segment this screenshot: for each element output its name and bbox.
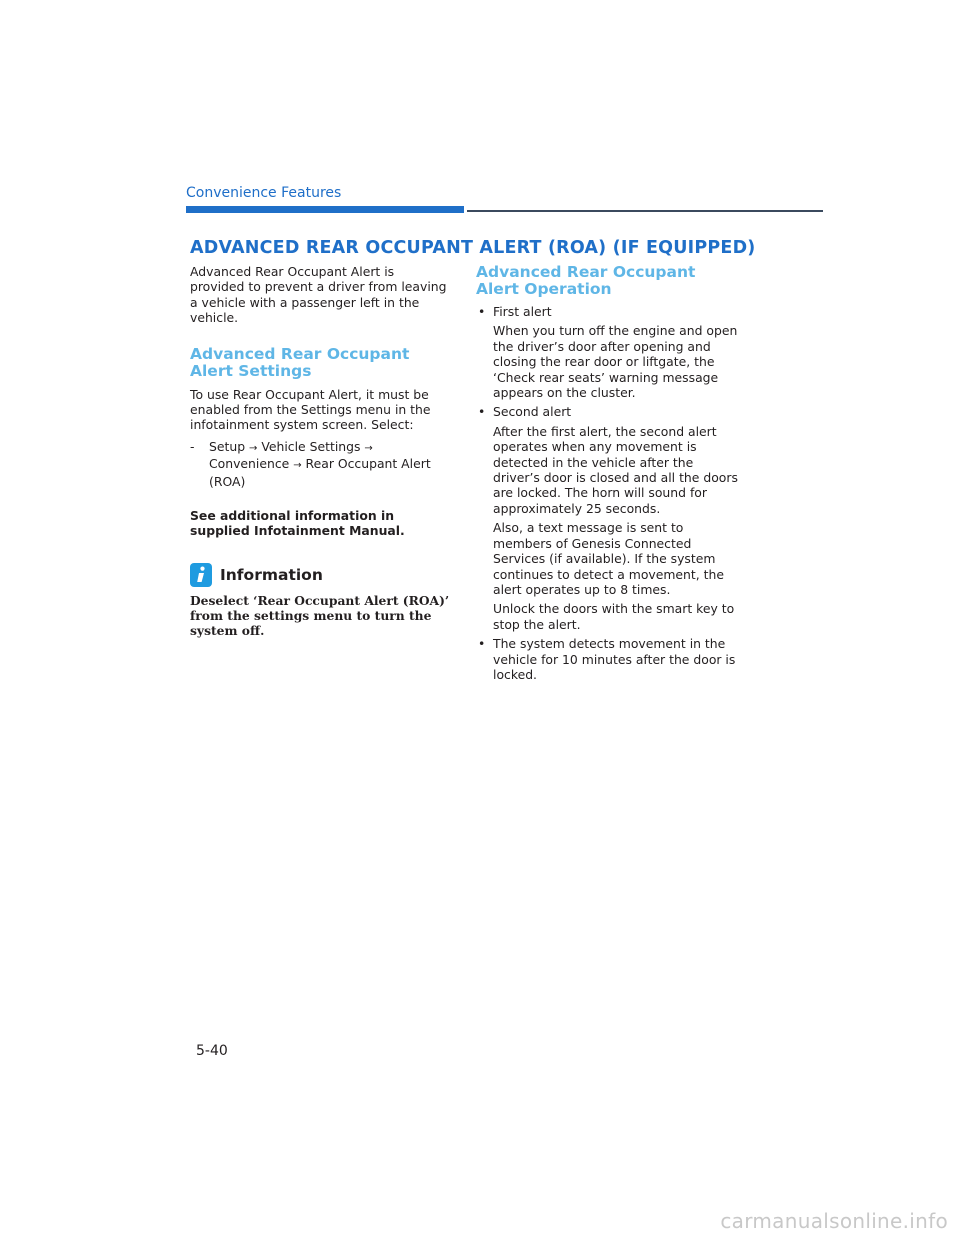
bullet-icon: • <box>478 304 486 319</box>
second-alert-text-2: Also, a text message is sent to members of Genesis Connected Services (if available). If the system continues to detect a movement, the alert operates up to 8 times. <box>493 520 724 597</box>
bullet-icon: • <box>478 404 486 420</box>
information-box <box>190 563 452 639</box>
header-rule-thin <box>467 210 823 212</box>
information-heading <box>190 563 452 587</box>
running-head: Convenience Features <box>186 185 342 201</box>
settings-heading: Advanced Rear Occupant Alert Settings <box>190 344 410 380</box>
operation-heading: Advanced Rear Occupant Alert Operation <box>476 263 696 298</box>
detection-period-text: The system detects movement in the vehicle for 10 minutes after the door is locked. <box>493 636 736 682</box>
left-column <box>190 264 452 638</box>
header-rule-thick <box>186 206 464 213</box>
second-alert-text-3: Unlock the doors with the smart key to stop the alert. <box>493 601 735 632</box>
intro-paragraph: Advanced Rear Occupant Alert is provided to prevent a driver from leaving a vehicle with a passenger left in the vehicle. <box>190 264 447 326</box>
path-step-vehicle-settings: Vehicle Settings <box>261 438 361 454</box>
section-title: ADVANCED REAR OCCUPANT ALERT (ROA) (IF EQUIPPED) <box>190 238 756 258</box>
settings-paragraph: To use Rear Occupant Alert, it must be enabled from the Settings menu in the infotainment system screen. Select: <box>190 386 431 433</box>
first-alert-label: First alert <box>493 304 552 319</box>
bullet-first-alert <box>476 304 738 319</box>
arrow-right-icon: → <box>249 442 258 454</box>
path-step-rear-occupant-alert: Rear Occupant Alert (ROA) <box>209 456 431 489</box>
second-alert-text-1: After the first alert, the second alert operates when any movement is detected in the vehicle after the driver’s door is closed and all the doors are locked. The horn will sound for approximately 25 seconds. <box>493 423 738 516</box>
bullet-second-alert <box>476 404 738 419</box>
information-title: Information <box>220 565 323 584</box>
dash-mark: - <box>190 438 195 454</box>
path-step-setup: Setup <box>209 438 246 454</box>
watermark: carmanualsonline.info <box>720 1209 948 1233</box>
settings-path <box>209 439 452 489</box>
bullet-detection-period <box>476 636 738 682</box>
first-alert-text: When you turn off the engine and open the driver’s door after opening and closing the rear door or liftgate, the ‘Check rear seats’ warning message appears on the cluster. <box>493 323 738 401</box>
info-icon <box>190 563 212 587</box>
path-step-convenience: Convenience <box>209 456 290 472</box>
settings-path-item <box>190 439 452 489</box>
bullet-icon: • <box>478 636 486 652</box>
second-alert-label: Second alert <box>493 404 572 420</box>
arrow-right-icon: → <box>293 460 302 472</box>
information-text: Deselect ‘Rear Occupant Alert (ROA)’ from the settings menu to turn the system off. <box>190 592 450 639</box>
see-more-note: See additional information in supplied Infotainment Manual. <box>190 508 405 539</box>
right-column <box>476 264 738 682</box>
page-number: 5-40 <box>196 1043 228 1059</box>
arrow-right-icon: → <box>364 442 373 454</box>
